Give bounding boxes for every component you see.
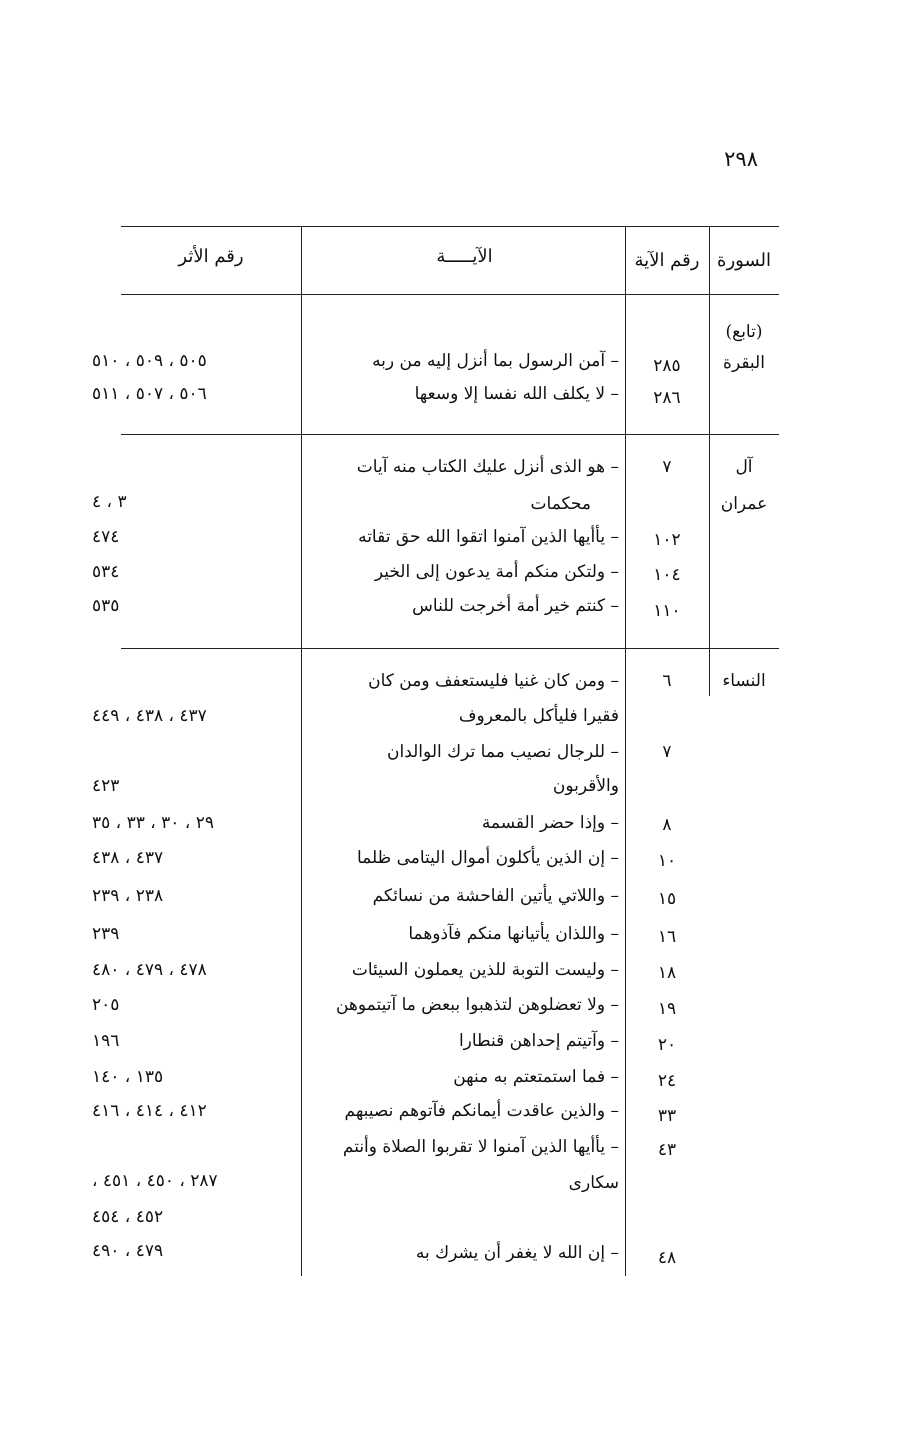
- ayah-text: – واللذان يأتيانها منكم فآذوهما: [408, 924, 619, 944]
- athar-number: ٣ ، ٤: [92, 492, 127, 512]
- ayah-number: ١٦: [657, 927, 677, 947]
- athar-number: ٢٩ ، ٣٠ ، ٣٣ ، ٣٥: [92, 813, 214, 833]
- ayah-number: ١٠: [657, 851, 677, 871]
- ayah-text: – هو الذى أنزل عليك الكتاب منه آيات: [356, 457, 619, 477]
- ayah-text: – ومن كان غنيا فليستعفف ومن كان: [368, 671, 619, 691]
- athar-number: ٤٢٣: [92, 776, 120, 796]
- header-ayah: الآيـــــة: [436, 246, 493, 267]
- ayah-text: – آمن الرسول بما أنزل إليه من ربه: [372, 351, 619, 371]
- ayah-text: – والذين عاقدت أيمانكم فآتوهم نصيبهم: [344, 1101, 619, 1121]
- column-divider: [301, 226, 302, 1276]
- ayah-text: – ولا تعضلوهن لتذهبوا ببعض ما آتيتموهن: [335, 995, 619, 1015]
- athar-number: ٤١٢ ، ٤١٤ ، ٤١٦: [92, 1101, 207, 1121]
- ayah-text: والأقربون: [552, 776, 619, 796]
- ayah-text: – لا يكلف الله نفسا إلا وسعها: [414, 384, 619, 404]
- surah-name: عمران: [720, 494, 768, 514]
- ayah-number: ٢٨٥: [653, 356, 681, 376]
- athar-number: ٥٠٦ ، ٥٠٧ ، ٥١١: [92, 384, 207, 404]
- athar-number: ٤٣٧ ، ٤٣٨ ، ٤٤٩: [92, 706, 207, 726]
- ayah-number: ٢٤: [657, 1071, 677, 1091]
- ayah-number: ١٨: [657, 963, 677, 983]
- athar-number: ٥٣٥: [92, 596, 120, 616]
- header-ayah-number: رقم الآية: [634, 250, 700, 271]
- header-athar-number: رقم الأثر: [178, 246, 244, 267]
- surah-name: البقرة: [723, 353, 765, 373]
- athar-number: ٤٧٨ ، ٤٧٩ ، ٤٨٠: [92, 960, 207, 980]
- ayah-text: – ولتكن منكم أمة يدعون إلى الخير: [374, 562, 619, 582]
- ayah-number: ١٠٢: [653, 530, 681, 550]
- athar-number: ٢٣٩: [92, 924, 120, 944]
- athar-number: ٤٥٢ ، ٤٥٤: [92, 1207, 164, 1227]
- ayah-number: ٢٠: [657, 1035, 677, 1055]
- ayah-text: – للرجال نصيب مما ترك الوالدان: [387, 742, 619, 762]
- ayah-text: – وليست التوبة للذين يعملون السيئات: [351, 960, 619, 980]
- athar-number: ١٩٦: [92, 1031, 120, 1051]
- ayah-text: محكمات: [530, 494, 591, 514]
- ayah-text: – واللاتي يأتين الفاحشة من نسائكم: [372, 886, 619, 906]
- athar-number: ٤٣٧ ، ٤٣٨: [92, 848, 164, 868]
- ayah-number: ٢٨٦: [653, 388, 681, 408]
- ayah-number: ٧: [662, 742, 672, 762]
- ayah-number: ٨: [662, 815, 672, 835]
- athar-number: ٢٣٨ ، ٢٣٩: [92, 886, 164, 906]
- ayah-text: – يأأيها الذين آمنوا لا تقربوا الصلاة وأنتم: [342, 1137, 619, 1157]
- column-divider: [709, 648, 710, 696]
- ayah-text: – إن الله لا يغفر أن يشرك به: [415, 1243, 619, 1263]
- page-number: ٢٩٨: [724, 147, 758, 171]
- athar-number: ٥٠٥ ، ٥٠٩ ، ٥١٠: [92, 351, 207, 371]
- athar-number: ٤٧٩ ، ٤٩٠: [92, 1241, 164, 1261]
- ayah-number: ١٥: [657, 889, 677, 909]
- ayah-text: – كنتم خير أمة أخرجت للناس: [412, 596, 619, 616]
- athar-number: ١٣٥ ، ١٤٠: [92, 1067, 164, 1087]
- ayah-text: – وإذا حضر القسمة: [481, 813, 619, 833]
- ayah-text: – فما استمتعتم به منهن: [453, 1067, 619, 1087]
- ayah-number: ٧: [662, 457, 672, 477]
- ayah-text: – يأأيها الذين آمنوا اتقوا الله حق تقاته: [358, 527, 619, 547]
- ayah-text: – إن الذين يأكلون أموال اليتامى ظلما: [357, 848, 619, 868]
- section-divider: [121, 434, 779, 435]
- column-divider: [709, 226, 710, 434]
- athar-number: ٢٨٧ ، ٤٥٠ ، ٤٥١ ،: [92, 1171, 218, 1191]
- surah-name: (تابع): [725, 322, 763, 342]
- ayah-number: ٤٨: [657, 1248, 677, 1268]
- ayah-number: ٤٣: [657, 1140, 677, 1160]
- column-divider: [625, 226, 626, 1276]
- header-bottom-rule: [121, 294, 779, 295]
- ayah-number: ١٠٤: [653, 565, 681, 585]
- athar-number: ٤٧٤: [92, 527, 120, 547]
- athar-number: ٥٣٤: [92, 562, 120, 582]
- ayah-number: ٣٣: [657, 1106, 677, 1126]
- column-divider: [709, 434, 710, 648]
- surah-name: النساء: [722, 671, 766, 691]
- header-surah: السورة: [717, 250, 771, 271]
- ayah-text: فقيرا فليأكل بالمعروف: [458, 706, 619, 726]
- ayah-text: سكارى: [568, 1173, 619, 1193]
- ayah-number: ١١٠: [653, 601, 681, 621]
- ayah-text: – وآتيتم إحداهن قنطارا: [458, 1031, 619, 1051]
- table-top-rule: [121, 226, 779, 227]
- surah-name: آل: [735, 457, 753, 477]
- athar-number: ٢٠٥: [92, 995, 120, 1015]
- section-divider: [121, 648, 779, 649]
- ayah-number: ١٩: [657, 999, 677, 1019]
- ayah-number: ٦: [662, 671, 672, 691]
